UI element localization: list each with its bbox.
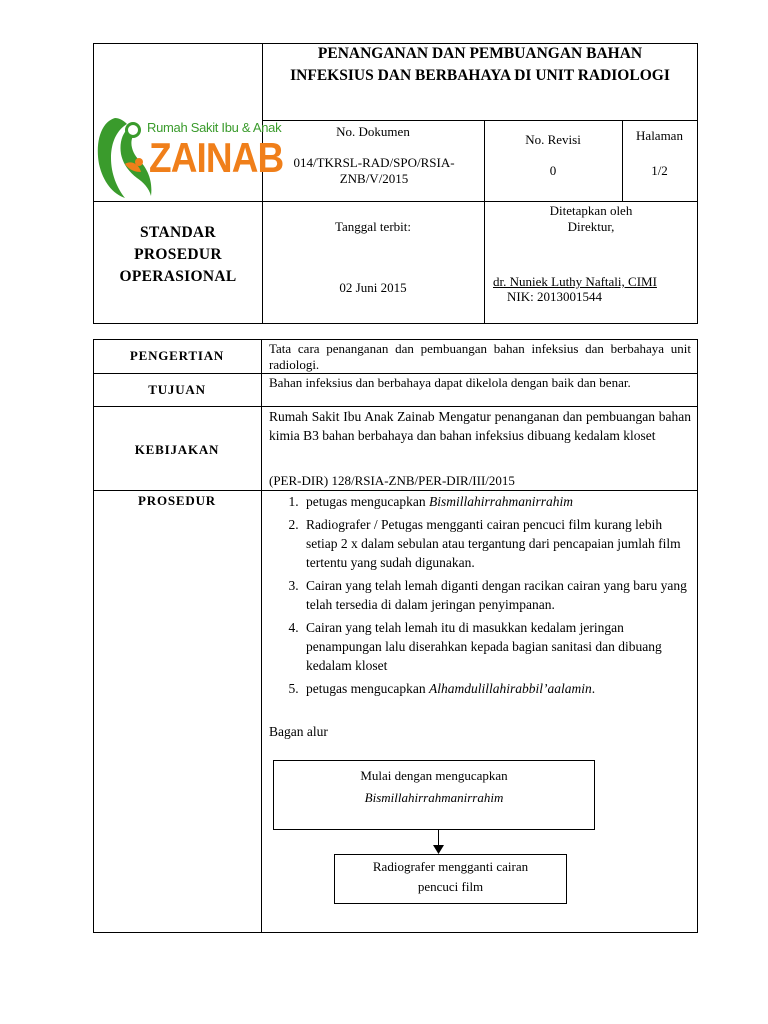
- mother-child-icon: [95, 108, 155, 200]
- row-divider-1: [93, 373, 698, 374]
- hospital-logo: [95, 108, 284, 200]
- halaman-label: Halaman: [636, 128, 683, 143]
- tujuan-label: TUJUAN: [148, 382, 206, 397]
- procedure-step: [302, 576, 692, 614]
- logo-wordmark: ZAINAB: [149, 134, 284, 181]
- flow-box-step-line1: Radiografer mengganti cairan: [372, 859, 529, 874]
- header-divider-v2: [484, 120, 485, 324]
- pengertian-label: PENGERTIAN: [129, 348, 225, 363]
- body-border-bottom: [93, 932, 698, 933]
- procedure-step-text: Radiografer / Petugas mengganti cairan pencuci film kurang lebih setiap 2 x dalam sebulan atau tergantung dari pencapaian jumlah film tertentu yang sudah digunakan.: [306, 517, 681, 570]
- kebijakan-label: KEBIJAKAN: [134, 442, 220, 457]
- no-dokumen-value: 014/TKRSL-RAD/SPO/RSIA-ZNB/V/2015: [293, 155, 455, 186]
- no-revisi-label: No. Revisi: [525, 132, 581, 147]
- tanggal-terbit-value: 02 Juni 2015: [339, 280, 407, 295]
- header-border-bottom: [93, 323, 698, 324]
- header-border-right: [697, 43, 698, 324]
- procedure-step-italic: Alhamdulillahirabbil’aalamin: [428, 681, 592, 696]
- sop-label: STANDAR PROSEDUR OPERASIONAL: [119, 224, 237, 285]
- flow-box-step-line2: pencuci film: [417, 879, 484, 894]
- no-dokumen-label: No. Dokumen: [336, 124, 410, 139]
- procedure-step-italic: Bismillahirrahmanirrahim: [428, 494, 573, 509]
- tanggal-terbit-label: Tanggal terbit:: [335, 219, 411, 234]
- procedure-step-text: petugas mengucapkan: [306, 494, 429, 509]
- flow-box-start: [273, 760, 595, 830]
- procedure-step: [302, 492, 692, 511]
- prosedur-steps: [262, 492, 692, 702]
- no-revisi-value: 0: [549, 163, 557, 178]
- body-border-top: [93, 339, 698, 340]
- pengertian-text: Tata cara penanganan dan pembuangan bahan infeksius dan berbahaya unit radiologi.: [269, 341, 691, 372]
- tujuan-text: Bahan infeksius dan berbahaya dapat dikelola dengan baik dan benar.: [269, 375, 631, 390]
- kebijakan-reference: (PER-DIR) 128/RSIA-ZNB/PER-DIR/III/2015: [269, 473, 515, 488]
- logo-subtitle: Rumah Sakit Ibu & Anak: [147, 120, 282, 135]
- kebijakan-text: Rumah Sakit Ibu Anak Zainab Mengatur penanganan dan pembuangan bahan kimia B3 bahan berbahaya dan bahan infeksius dibuang kedalam kloset: [269, 409, 691, 443]
- prosedur-label: PROSEDUR: [138, 493, 216, 508]
- procedure-step: [302, 618, 692, 675]
- ditetapkan-oleh: Ditetapkan oleh Direktur,: [549, 203, 633, 234]
- bagan-alur-label: Bagan alur: [269, 724, 328, 739]
- arrow-down-icon: [433, 845, 444, 854]
- procedure-step-text: petugas mengucapkan: [306, 681, 429, 696]
- signer-nik: NIK: 2013001544: [507, 289, 602, 304]
- flow-box-step: [334, 854, 567, 904]
- procedure-step-text: Cairan yang telah lemah itu di masukkan kedalam jeringan penampungan lalu diserahkan kepada bagian sanitasi dan dibuang kedalam kloset: [306, 620, 662, 673]
- body-border-left: [93, 339, 94, 933]
- row-divider-3: [93, 490, 698, 491]
- steps-list: [262, 492, 692, 698]
- procedure-step: [302, 679, 692, 698]
- halaman-value: 1/2: [651, 163, 668, 178]
- document-title: PENANGANAN DAN PEMBUANGAN BAHAN INFEKSIUS DAN BERBAHAYA DI UNIT RADIOLOGI: [290, 45, 670, 84]
- procedure-step-text: Cairan yang telah lemah diganti dengan racikan cairan yang baru yang telah tersedia di dalam jeringan penyimpanan.: [306, 578, 687, 612]
- flow-box-start-line1: Mulai dengan mengucapkan: [360, 768, 508, 783]
- flow-box-start-line2: Bismillahirrahmanirrahim: [364, 790, 504, 805]
- body-border-right: [697, 339, 698, 933]
- header-border-left: [93, 43, 94, 324]
- procedure-step: [302, 515, 692, 572]
- signer-name: dr. Nuniek Luthy Naftali, CIMI: [493, 274, 657, 289]
- header-divider-h1: [262, 120, 698, 121]
- header-divider-h2: [93, 201, 698, 202]
- procedure-step-suffix: .: [591, 681, 596, 696]
